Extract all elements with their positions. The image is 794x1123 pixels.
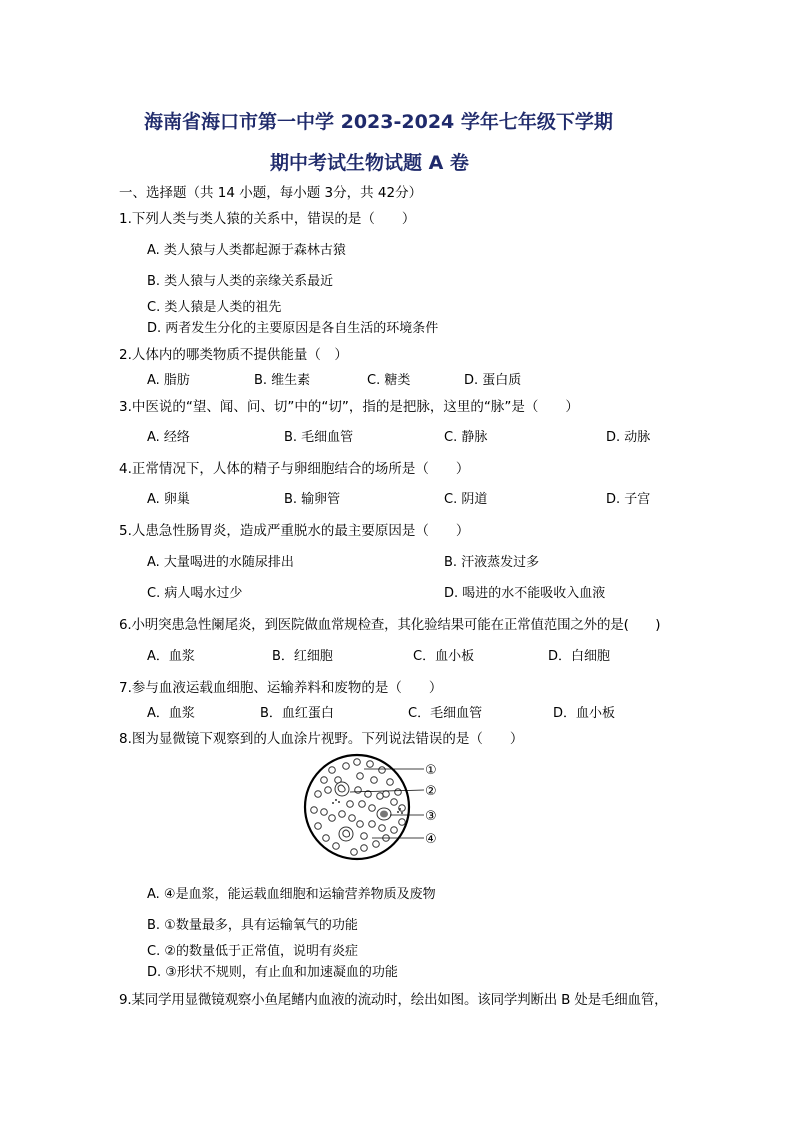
q4-option-a: A. 卵巢 (147, 492, 190, 507)
label-1: ① (425, 763, 437, 778)
q2-option-c: C. 糖类 (367, 373, 411, 388)
q4-option-b: B. 输卵管 (284, 492, 341, 507)
question-2: 2.人体内的哪类物质不提供能量（ ） (119, 347, 348, 363)
title-line-2: 期中考试生物试题 A 卷 (270, 152, 469, 174)
q1-option-a: A. 类人猿与人类都起源于森林古猿 (147, 243, 346, 258)
q1-option-c: C. 类人猿是人类的祖先 (147, 300, 282, 315)
q7-option-a: A．血浆 (147, 706, 195, 721)
q5-option-c: C. 病人喝水过少 (147, 586, 243, 601)
question-6: 6.小明突患急性阑尾炎，到医院做血常规检查，其化验结果可能在正常值范围之外的是( ) (119, 617, 661, 633)
q5-option-a: A. 大量喝进的水随尿排出 (147, 555, 294, 570)
q1-option-d: D. 两者发生分化的主要原因是各自生活的环境条件 (147, 321, 439, 336)
title-line-1: 海南省海口市第一中学 2023-2024 学年七年级下学期 (144, 111, 613, 133)
question-3: 3.中医说的“望、闻、问、切”中的“切”，指的是把脉，这里的“脉”是（ ） (119, 399, 579, 415)
q6-option-d: D．白细胞 (548, 649, 611, 664)
q5-option-b: B. 汗液蒸发过多 (444, 555, 540, 570)
q1-option-b: B. 类人猿与人类的亲缘关系最近 (147, 274, 334, 289)
q8-option-b: B. ①数量最多，具有运输氧气的功能 (147, 918, 358, 933)
q4-option-d: D. 子宫 (606, 492, 651, 507)
question-8: 8.图为显微镜下观察到的人血涂片视野。下列说法错误的是（ ） (119, 731, 524, 747)
question-7: 7.参与血液运载血细胞、运输养料和废物的是（ ） (119, 680, 443, 696)
label-2: ② (425, 784, 437, 799)
q3-option-b: B. 毛细血管 (284, 430, 354, 445)
label-4: ④ (425, 832, 437, 847)
white-blood-cell (339, 827, 353, 841)
q6-option-c: C．血小板 (413, 649, 475, 664)
q7-option-d: D．血小板 (553, 706, 616, 721)
q8-option-a: A. ④是血浆，能运载血细胞和运输营养物质及废物 (147, 887, 436, 902)
q8-option-d: D. ③形状不规则，有止血和加速凝血的功能 (147, 965, 398, 980)
q6-option-a: A．血浆 (147, 649, 195, 664)
q6-option-b: B．红细胞 (272, 649, 333, 664)
q3-option-d: D. 动脉 (606, 430, 651, 445)
q3-option-c: C. 静脉 (444, 430, 488, 445)
white-blood-cell (335, 782, 349, 796)
q8-option-c: C. ②的数量低于正常值，说明有炎症 (147, 944, 358, 959)
q2-option-a: A. 脂肪 (147, 373, 190, 388)
microscope-field (305, 755, 409, 859)
question-4: 4.正常情况下，人体的精子与卵细胞结合的场所是（ ） (119, 461, 470, 477)
q7-option-c: C．毛细血管 (408, 706, 483, 721)
question-1: 1.下列人类与类人猿的关系中，错误的是（ ） (119, 211, 416, 227)
blood-smear-figure (302, 752, 452, 862)
q7-option-b: B．血红蛋白 (260, 706, 334, 721)
q5-option-d: D. 喝进的水不能吸收入血液 (444, 586, 606, 601)
label-3: ③ (425, 809, 437, 824)
q2-option-b: B. 维生素 (254, 373, 311, 388)
q3-option-a: A. 经络 (147, 430, 190, 445)
question-9: 9.某同学用显微镜观察小鱼尾鳍内血液的流动时，绘出如图。该同学判断出 B 处是毛细血管， (119, 992, 668, 1008)
q2-option-d: D. 蛋白质 (464, 373, 522, 388)
question-5: 5.人患急性肠胃炎，造成严重脱水的最主要原因是（ ） (119, 523, 470, 539)
section-heading: 一、选择题（共 14 小题，每小题 3分，共 42分） (119, 185, 423, 201)
figure-labels (425, 763, 437, 847)
q4-option-c: C. 阴道 (444, 492, 488, 507)
